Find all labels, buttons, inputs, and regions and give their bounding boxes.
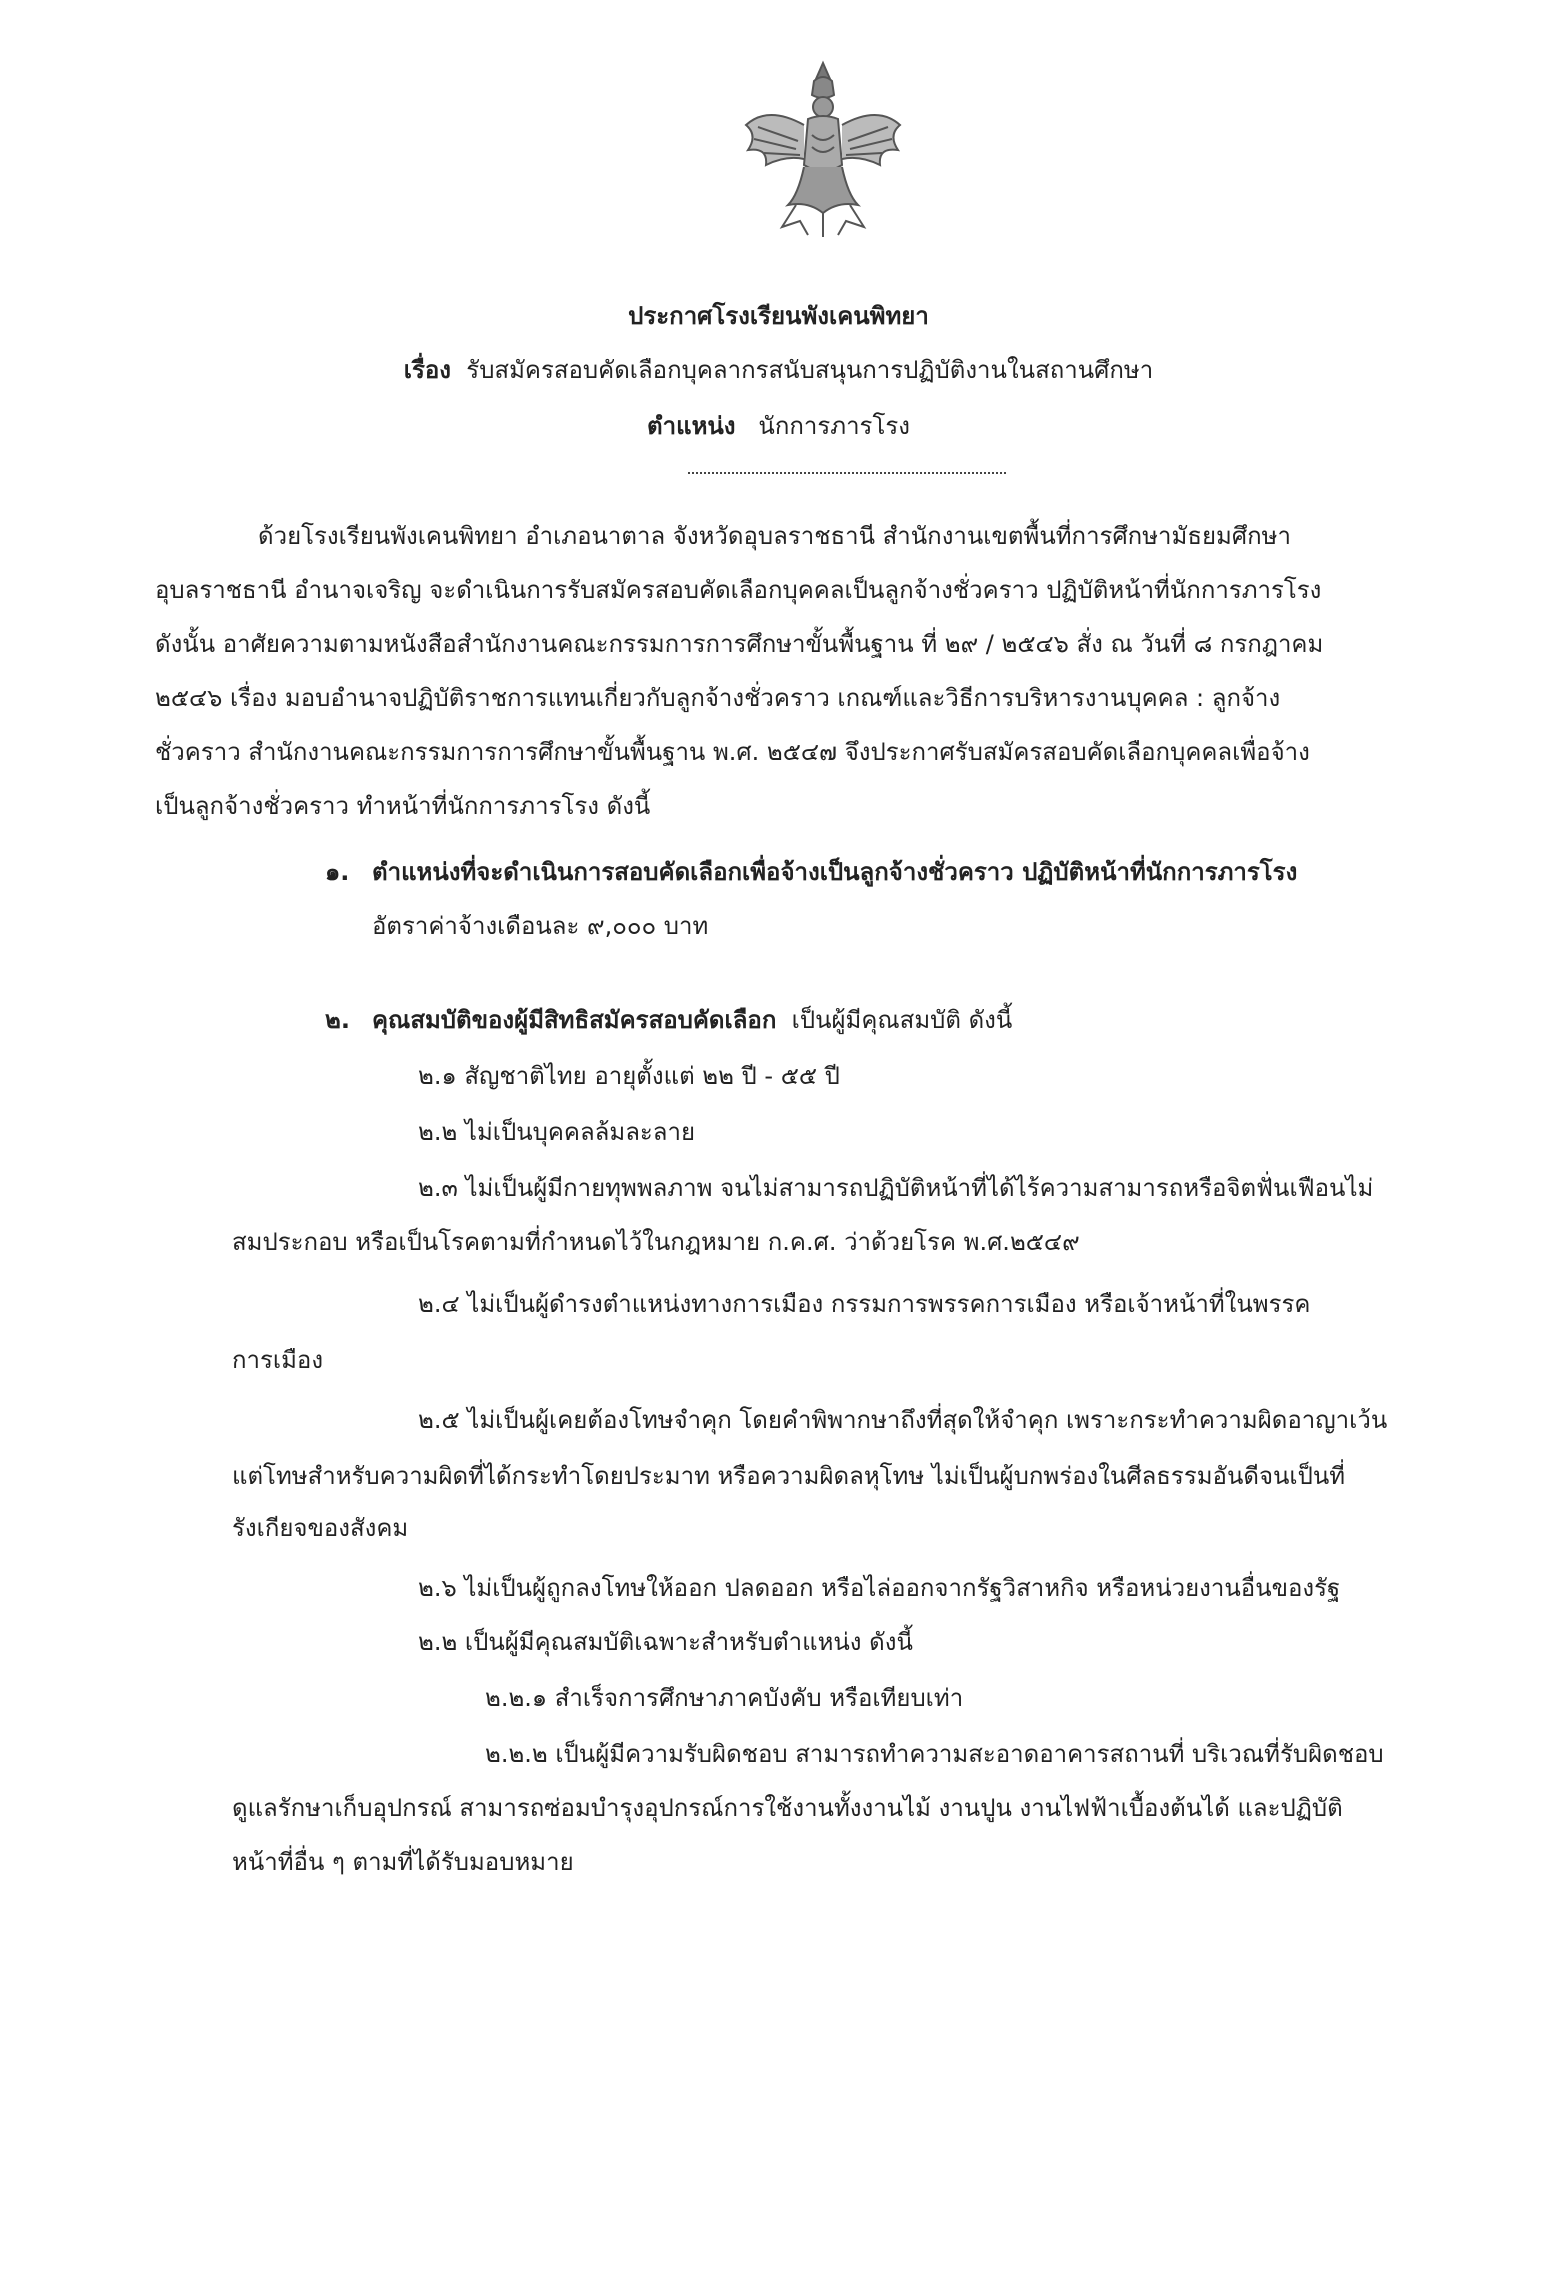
position-label: ตำแหน่ง xyxy=(647,412,736,440)
position-line xyxy=(0,406,1557,446)
item-2-5-line-1: ๒.๕ ไม่เป็นผู้เคยต้องโทษจำคุก โดยคำพิพากษาถึงที่สุดให้จำคุก เพราะกระทำความผิดอาญาเว้น xyxy=(418,1406,1388,1434)
section-2-heading-line xyxy=(372,1000,1012,1040)
intro-line-3: ดังนั้น อาศัยความตามหนังสือสำนักงานคณะกรรมการการศึกษาขั้นพื้นฐาน ที่ ๒๙ / ๒๕๔๖ สั่ง ณ วันที่ ๘ กรกฎาคม xyxy=(155,630,1324,658)
item-2-2: ๒.๒ ไม่เป็นบุคคลล้มละลาย xyxy=(418,1118,696,1146)
item-2-7-2-line-3: หน้าที่อื่น ๆ ตามที่ได้รับมอบหมาย xyxy=(232,1848,574,1876)
item-2-5-line-3: รังเกียจของสังคม xyxy=(232,1514,409,1542)
section-2-heading-rest: เป็นผู้มีคุณสมบัติ ดังนี้ xyxy=(791,1006,1013,1034)
garuda-emblem-icon xyxy=(738,55,908,245)
section-1-heading: ตำแหน่งที่จะดำเนินการสอบคัดเลือกเพื่อจ้างเป็นลูกจ้างชั่วคราว ปฏิบัติหน้าที่นักการภารโรง xyxy=(372,858,1298,886)
item-2-4-line-2: การเมือง xyxy=(232,1346,324,1374)
item-2-3-line-2: สมประกอบ หรือเป็นโรคตามที่กำหนดไว้ในกฎหมาย ก.ค.ศ. ว่าด้วยโรค พ.ศ.๒๕๔๙ xyxy=(232,1228,1080,1256)
item-2-7-2-line-2: ดูแลรักษาเก็บอุปกรณ์ สามารถซ่อมบำรุงอุปกรณ์การใช้งานทั้งงานไม้ งานปูน งานไฟฟ้าเบื้องต้นได้ และปฏิบัติ xyxy=(232,1794,1343,1822)
position-text: นักการภารโรง xyxy=(758,412,910,440)
intro-line-1: ด้วยโรงเรียนพังเคนพิทยา อำเภอนาตาล จังหวัดอุบลราชธานี สำนักงานเขตพื้นที่การศึกษามัธยมศึกษา xyxy=(258,522,1291,550)
item-2-3-line-1: ๒.๓ ไม่เป็นผู้มีกายทุพพลภาพ จนไม่สามารถปฏิบัติหน้าที่ได้ไร้ความสามารถหรือจิตฟั่นเฟือนไม่ xyxy=(418,1174,1374,1202)
section-1-wage: อัตราค่าจ้างเดือนละ ๙,๐๐๐ บาท xyxy=(372,912,709,940)
subject-text: รับสมัครสอบคัดเลือกบุคลากรสนับสนุนการปฏิบัติงานในสถานศึกษา xyxy=(466,356,1154,384)
item-2-5-line-2: แต่โทษสำหรับความผิดที่ได้กระทำโดยประมาท หรือความผิดลหุโทษ ไม่เป็นผู้บกพร่องในศีลธรรมอันดีจนเป็นที่ xyxy=(232,1462,1346,1490)
item-2-1: ๒.๑ สัญชาติไทย อายุตั้งแต่ ๒๒ ปี - ๕๕ ปี xyxy=(418,1062,840,1090)
intro-line-2: อุบลราชธานี อำนาจเจริญ จะดำเนินการรับสมัครสอบคัดเลือกบุคคลเป็นลูกจ้างชั่วคราว ปฏิบัติหน้าที่นักการภารโรง xyxy=(155,576,1322,604)
intro-line-4: ๒๕๔๖ เรื่อง มอบอำนาจปฏิบัติราชการแทนเกี่ยวกับลูกจ้างชั่วคราว เกณฑ์และวิธีการบริหารงานบุคคล : ลูกจ้าง xyxy=(155,684,1281,712)
document-title: ประกาศโรงเรียนพังเคนพิทยา xyxy=(628,302,929,330)
section-2-heading: คุณสมบัติของผู้มีสิทธิสมัครสอบคัดเลือก xyxy=(372,1006,777,1034)
item-2-7-2-line-1: ๒.๒.๒ เป็นผู้มีความรับผิดชอบ สามารถทำความสะอาดอาคารสถานที่ บริเวณที่รับผิดชอบ xyxy=(485,1740,1384,1768)
item-2-7-1: ๒.๒.๑ สำเร็จการศึกษาภาคบังคับ หรือเทียบเท่า xyxy=(485,1684,964,1712)
section-2-number: ๒. xyxy=(325,1006,350,1034)
item-2-6: ๒.๖ ไม่เป็นผู้ถูกลงโทษให้ออก ปลดออก หรือไล่ออกจากรัฐวิสาหกิจ หรือหน่วยงานอื่นของรัฐ xyxy=(418,1574,1341,1602)
intro-line-6: เป็นลูกจ้างชั่วคราว ทำหน้าที่นักการภารโรง ดังนี้ xyxy=(155,792,651,820)
subject-label: เรื่อง xyxy=(403,356,452,384)
intro-line-5: ชั่วคราว สำนักงานคณะกรรมการการศึกษาขั้นพื้นฐาน พ.ศ. ๒๕๔๗ จึงประกาศรับสมัครสอบคัดเลือกบุคคลเพื่อจ้าง xyxy=(155,738,1310,766)
item-2-7: ๒.๒ เป็นผู้มีคุณสมบัติเฉพาะสำหรับตำแหน่ง ดังนี้ xyxy=(418,1628,913,1656)
item-2-4-line-1: ๒.๔ ไม่เป็นผู้ดำรงตำแหน่งทางการเมือง กรรมการพรรคการเมือง หรือเจ้าหน้าที่ในพรรค xyxy=(418,1290,1311,1318)
separator-dots xyxy=(688,472,1006,474)
section-1-number: ๑. xyxy=(325,858,350,886)
subject-line xyxy=(0,350,1557,390)
